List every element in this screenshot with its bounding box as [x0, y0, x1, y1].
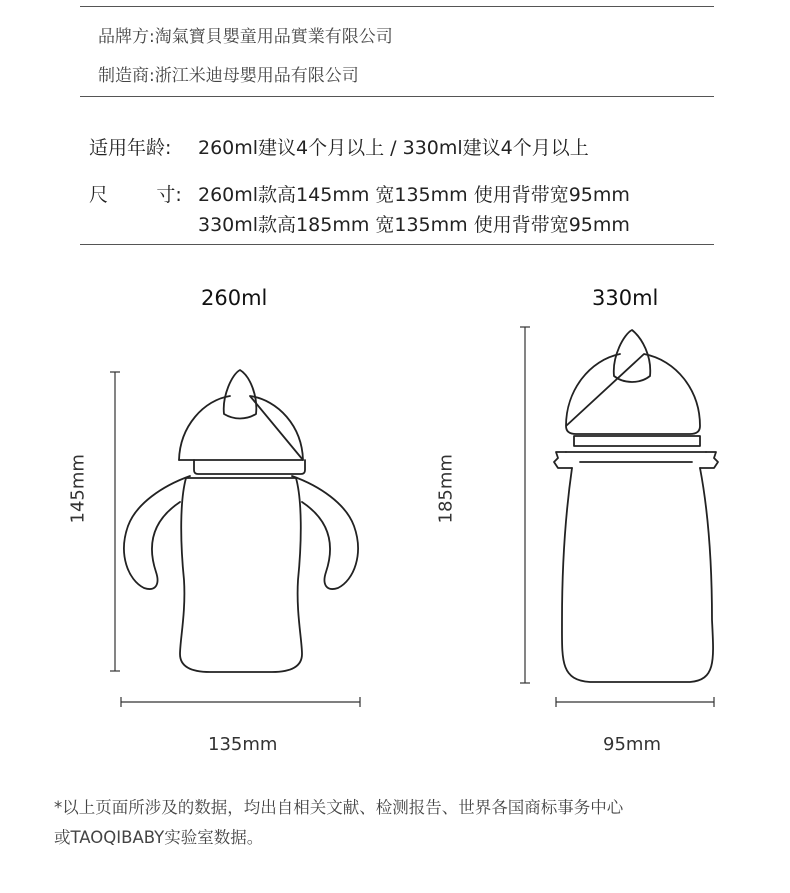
- small-bottle-illustration: [124, 370, 358, 672]
- brand-owner-text: 品牌方:淘氣寶貝嬰童用品實業有限公司: [98, 27, 393, 47]
- size-line-1: 260ml款高145mm 宽135mm 使用背带宽95mm: [198, 184, 630, 206]
- size-label: 尺 寸:: [89, 184, 182, 206]
- footnote-line-1: *以上页面所涉及的数据，均出自相关文献、检测报告、世界各国商标事务中心: [54, 798, 624, 817]
- large-bottle-illustration: [554, 330, 718, 682]
- small-bottle-volume: 260ml: [201, 286, 268, 310]
- age-label: 适用年龄:: [89, 137, 172, 159]
- large-width-dimension-line: [556, 697, 714, 707]
- size-line-2: 330ml款高185mm 宽135mm 使用背带宽95mm: [198, 214, 630, 236]
- large-height-label: 185mm: [435, 454, 457, 524]
- large-width-label: 95mm: [603, 734, 661, 755]
- age-value: 260ml建议4个月以上 / 330ml建议4个月以上: [198, 137, 589, 159]
- small-height-label: 145mm: [67, 454, 89, 524]
- footnote-line-2: 或TAOQIBABY实验室数据。: [54, 828, 264, 847]
- small-width-label: 135mm: [208, 734, 278, 755]
- small-height-dimension-line: [110, 372, 120, 671]
- manufacturer-text: 制造商:浙江米迪母嬰用品有限公司: [98, 66, 359, 86]
- small-width-dimension-line: [121, 697, 360, 707]
- large-bottle-volume: 330ml: [592, 286, 659, 310]
- large-height-dimension-line: [520, 327, 530, 683]
